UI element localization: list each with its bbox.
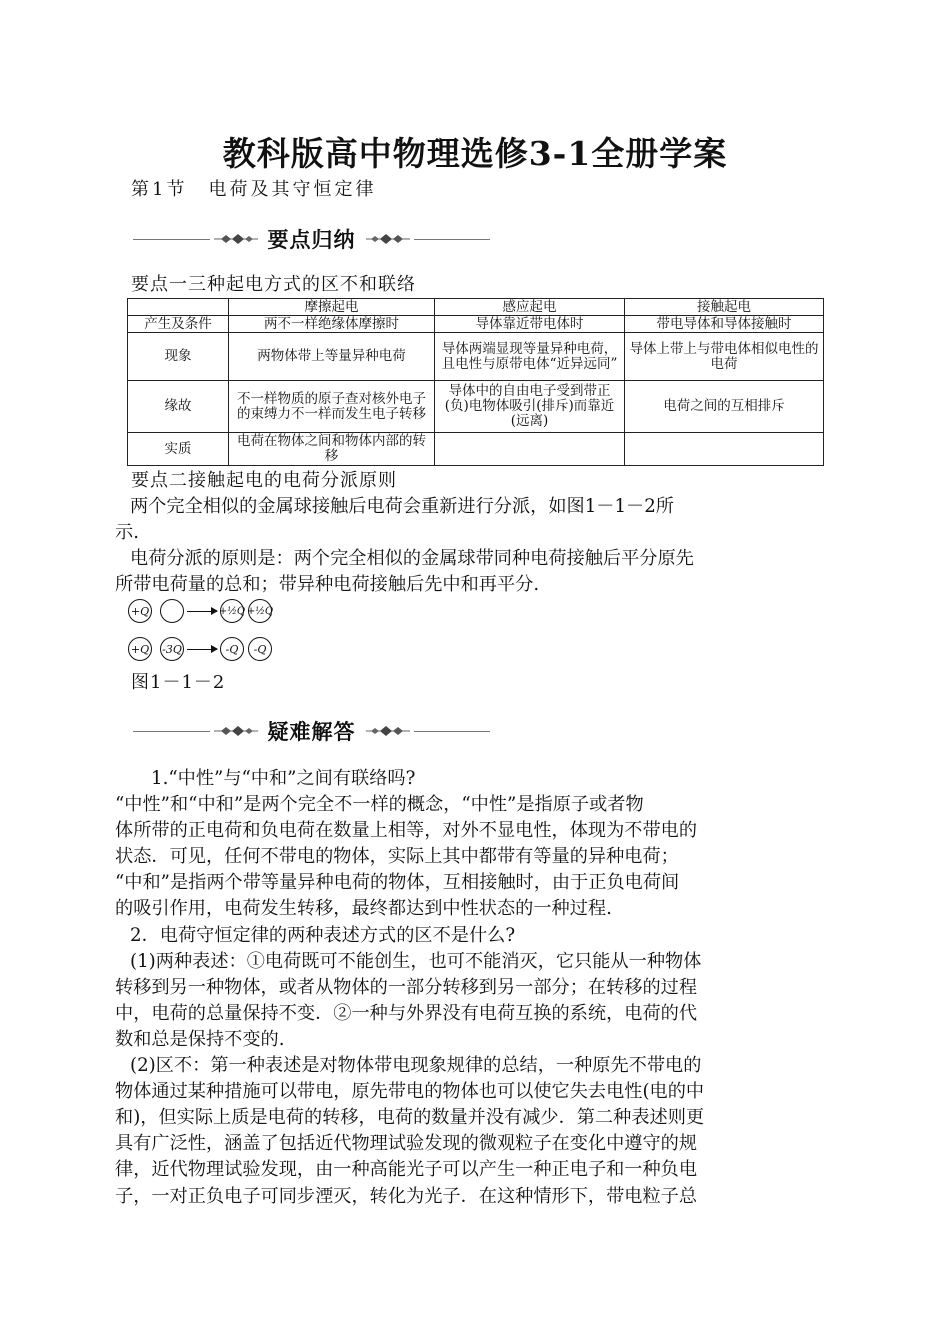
question-heading: 2．电荷守恒定律的两种表述方式的区不是什么? <box>130 924 516 946</box>
text-line: (1)两种表述：①电荷既可不能创生，也可不能消灭，它只能从一种物体 <box>130 950 702 972</box>
charged-sphere: +½Q <box>220 599 244 623</box>
diamond-ornament-icon <box>214 233 258 245</box>
table-row <box>128 316 824 333</box>
table-cell <box>625 433 824 466</box>
arrow-right-icon <box>187 649 217 650</box>
table-cell: 两物体带上等量异种电荷 <box>229 333 435 381</box>
text-line: 律，近代物理试验发现，由一种高能光子可以产生一种正电子和一种负电 <box>115 1159 698 1181</box>
table-cell: 导体上带上与带电体相似电性的电荷 <box>625 333 824 381</box>
section-banner-qa <box>133 716 490 746</box>
text-line: 物体通过某种措施可以带电，原先带电的物体也可以使它失去电性(电的中 <box>115 1081 705 1103</box>
text-line: 和)，但实际上质是电荷的转移，电荷的数量并没有减少．第二种表述则更 <box>115 1107 705 1129</box>
text-line: 示. <box>115 522 139 544</box>
point2-body <box>115 494 830 598</box>
table-row <box>128 333 824 381</box>
table-header-row <box>128 299 824 316</box>
section-banner-key-points <box>133 224 490 254</box>
text-line: 的吸引作用，电荷发生转移，最终都达到中性状态的一种过程. <box>115 898 612 920</box>
charged-sphere: -Q <box>220 637 244 661</box>
section-subtitle: 第1节 电荷及其守恒定律 <box>131 179 377 200</box>
table-header-cell: 摩擦起电 <box>229 299 435 316</box>
charged-sphere: -Q <box>248 637 272 661</box>
text-line: (2)区不：第一种表述是对物体带电现象规律的总结，一种原先不带电的 <box>130 1055 702 1077</box>
qa-body <box>115 766 830 1210</box>
row-label: 缘故 <box>128 381 229 433</box>
diamond-ornament-icon <box>366 233 410 245</box>
table-cell: 带电导体和导体接触时 <box>625 316 824 333</box>
banner-label: 要点归纳 <box>267 228 356 252</box>
text-line: 数和总是保持不变的. <box>115 1028 285 1050</box>
text-line: 转移到另一种物体，或者从物体的一部分转移到另一部分；在转移的过程 <box>115 976 698 998</box>
divider <box>414 239 491 240</box>
charged-sphere: -3Q <box>160 637 184 661</box>
text-line: 状态．可见，任何不带电的物体，实际上其中都带有等量的异种电荷； <box>115 846 679 868</box>
table-header-cell: 感应起电 <box>435 299 625 316</box>
table-cell: 电荷在物体之间和物体内部的转移 <box>229 433 435 466</box>
point2-heading: 要点二接触起电的电荷分派原则 <box>131 470 397 491</box>
charged-sphere: +Q <box>128 599 152 623</box>
text-line: 所带电荷量的总和；带异种电荷接触后先中和再平分. <box>115 574 540 596</box>
table-cell: 导体中的自由电子受到带正(负)电物体吸引(排斥)而靠近(远离) <box>435 381 625 433</box>
table-header-cell: 接触起电 <box>625 299 824 316</box>
charged-sphere: +Q <box>128 637 152 661</box>
table-cell: 两不一样绝缘体摩擦时 <box>229 316 435 333</box>
charge-distribution-figure <box>126 599 286 665</box>
table-row <box>128 381 824 433</box>
diamond-ornament-icon <box>366 725 410 737</box>
banner-label: 疑难解答 <box>267 720 356 744</box>
row-label: 产生及条件 <box>128 316 229 333</box>
diamond-ornament-icon <box>214 725 258 737</box>
text-line: 中，电荷的总量保持不变．②一种与外界没有电荷互换的系统，电荷的代 <box>115 1002 698 1024</box>
table-cell: 导体靠近带电体时 <box>435 316 625 333</box>
point1-heading: 要点一三种起电方式的区不和联络 <box>131 274 416 295</box>
text-line: “中和”是指两个带等量异种电荷的物体，互相接触时，由于正负电荷间 <box>115 872 680 894</box>
divider <box>133 239 210 240</box>
text-line: 体所带的正电荷和负电荷在数量上相等，对外不显电性，体现为不带电的 <box>115 820 698 842</box>
figure-caption: 图1－1－2 <box>131 672 226 693</box>
table-header-cell <box>128 299 229 316</box>
question-heading: 1.“中性”与“中和”之间有联络吗? <box>151 768 416 789</box>
text-line: 电荷分派的原则是：两个完全相似的金属球带同种电荷接触后平分原先 <box>130 548 694 570</box>
row-label: 实质 <box>128 433 229 466</box>
text-line: 子，一对正负电子可同步湮灭，转化为光子．在这种情形下，带电粒子总 <box>115 1185 698 1207</box>
neutral-sphere <box>160 599 184 623</box>
divider <box>133 731 210 732</box>
divider <box>414 731 491 732</box>
table-cell: 电荷之间的互相排斥 <box>625 381 824 433</box>
table-cell: 导体两端显现等量异种电荷，且电性与原带电体“近异远同” <box>435 333 625 381</box>
arrow-right-icon <box>187 611 217 612</box>
text-line: 两个完全相似的金属球接触后电荷会重新进行分派，如图1－1－2所 <box>130 496 674 517</box>
comparison-table <box>127 298 824 466</box>
charged-sphere: +½Q <box>248 599 272 623</box>
document-title: 教科版高中物理选修3-1全册学案 <box>222 134 728 173</box>
table-row <box>128 433 824 466</box>
row-label: 现象 <box>128 333 229 381</box>
text-line: “中性”和“中和”是两个完全不一样的概念，“中性”是指原子或者物 <box>115 794 644 816</box>
table-cell: 不一样物质的原子查对核外电子的束缚力不一样而发生电子转移 <box>229 381 435 433</box>
text-line: 具有广泛性，涵盖了包括近代物理试验发现的微观粒子在变化中遵守的规 <box>115 1133 698 1155</box>
table-cell <box>435 433 625 466</box>
